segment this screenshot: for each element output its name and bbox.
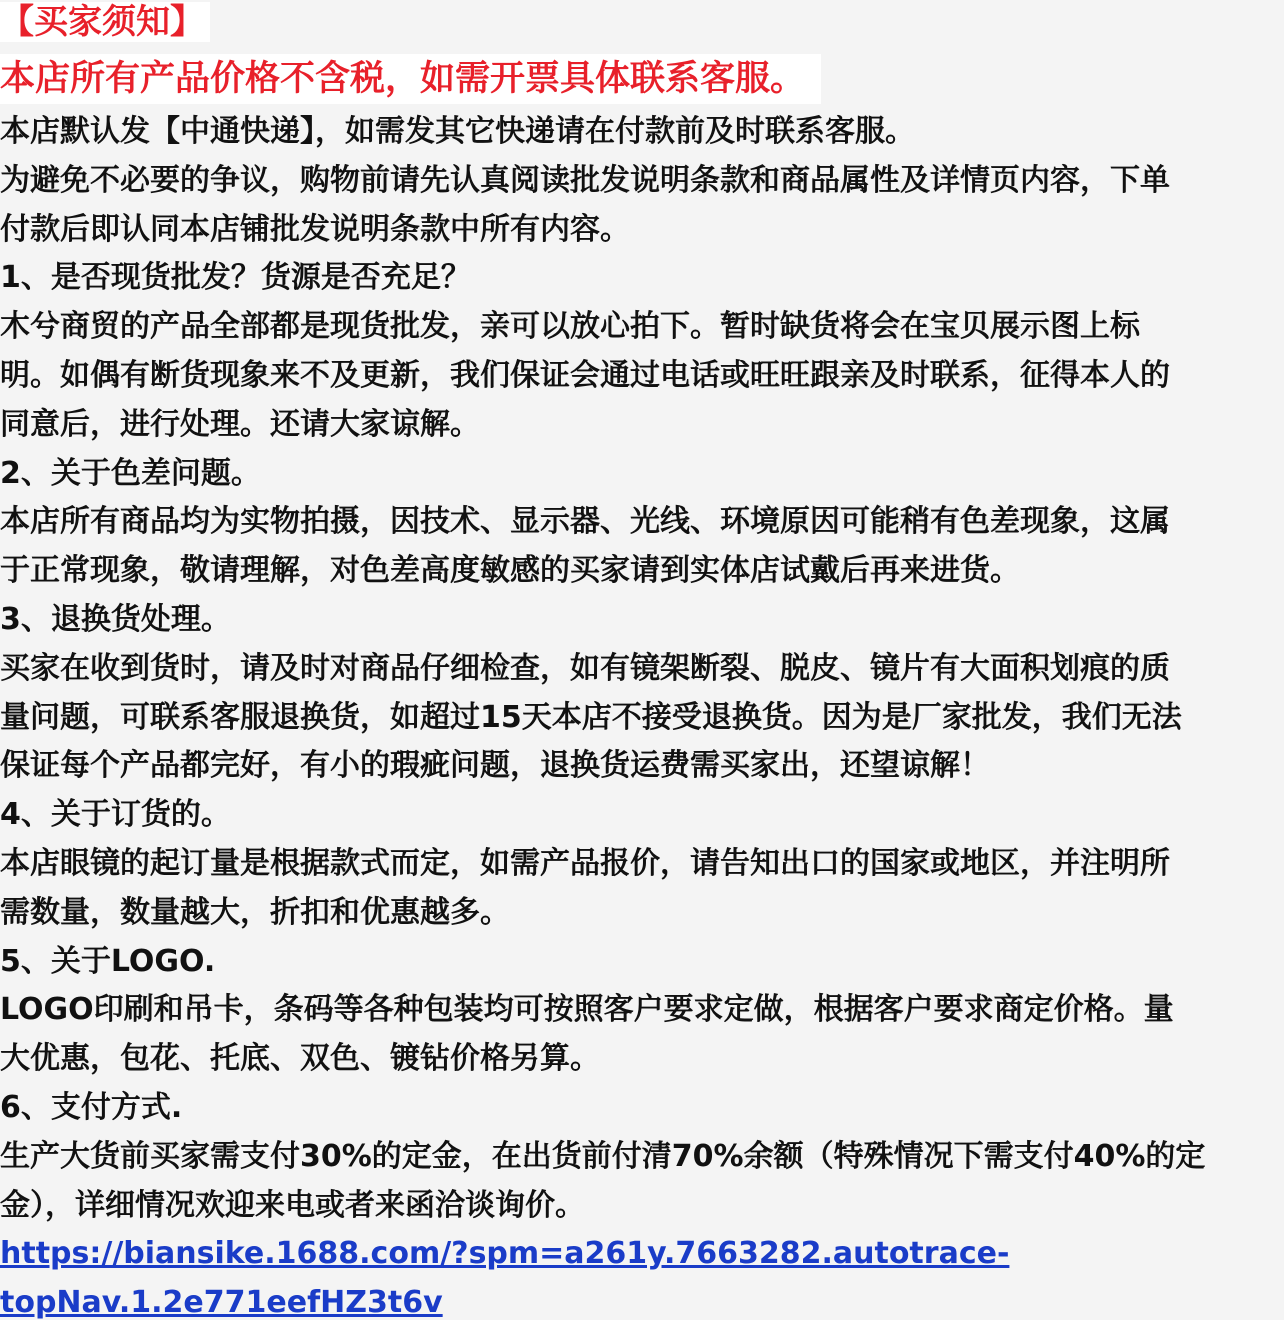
page-title-text: 【买家须知】 [0,2,210,42]
shop-link-part-2[interactable]: topNav.1.2e771eefHZ3t6v [0,1285,443,1320]
text-line: 为避免不必要的争议，购物前请先认真阅读批发说明条款和商品属性及详情页内容，下单 [0,162,1170,198]
page-title [0,0,210,44]
notice-body [0,108,1284,1320]
section-heading: 6、支付方式. [0,1089,183,1125]
text-line: 明。如偶有断货现象来不及更新，我们保证会通过电话或旺旺跟亲及时联系，征得本人的 [0,357,1170,393]
section-heading: 1、是否现货批发？货源是否充足？ [0,260,471,296]
text-line: LOGO印刷和吊卡，条码等各种包装均可按照客户要求定做，根据客户要求商定价格。量 [0,992,1174,1028]
shop-link-part-1[interactable]: https://biansike.1688.com/?spm=a261y.7663282.autotrace- [0,1236,1010,1272]
text-line: 于正常现象，敬请理解，对色差高度敏感的买家请到实体店试戴后再来进货。 [0,553,1020,589]
text-line: 本店所有商品均为实物拍摄，因技术、显示器、光线、环境原因可能稍有色差现象，这属 [0,504,1170,540]
section-heading: 3、退换货处理。 [0,601,231,637]
text-line: 生产大货前买家需支付30%的定金，在出货前付清70%余额（特殊情况下需支付40%的定 [0,1138,1206,1174]
text-line: 大优惠，包花、托底、双色、镀钻价格另算。 [0,1041,600,1077]
tax-notice: 本店所有产品价格不含税，如需开票具体联系客服。 [0,54,821,104]
text-line: 本店眼镜的起订量是根据款式而定，如需产品报价，请告知出口的国家或地区，并注明所 [0,845,1170,881]
shop-link-line[interactable] [0,1230,1284,1279]
section-heading: 2、关于色差问题。 [0,455,261,491]
shop-link-line[interactable] [0,1279,1284,1320]
text-line: 付款后即认同本店铺批发说明条款中所有内容。 [0,211,630,247]
text-line: 保证每个产品都完好，有小的瑕疵问题，退换货运费需买家出，还望谅解！ [0,748,990,784]
text-line: 本店默认发【中通快递】，如需发其它快递请在付款前及时联系客服。 [0,114,915,149]
text-line: 同意后，进行处理。还请大家谅解。 [0,406,480,442]
text-line: 量问题，可联系客服退换货，如超过15天本店不接受退换货。因为是厂家批发，我们无法 [0,699,1182,735]
text-line: 金），详细情况欢迎来电或者来函洽谈询价。 [0,1187,585,1223]
section-heading: 5、关于LOGO. [0,943,216,979]
section-heading: 4、关于订货的。 [0,797,231,833]
text-line: 木兮商贸的产品全部都是现货批发，亲可以放心拍下。暂时缺货将会在宝贝展示图上标 [0,309,1140,345]
text-line: 需数量，数量越大，折扣和优惠越多。 [0,894,510,930]
text-line: 买家在收到货时，请及时对商品仔细检查，如有镜架断裂、脱皮、镜片有大面积划痕的质 [0,650,1170,686]
